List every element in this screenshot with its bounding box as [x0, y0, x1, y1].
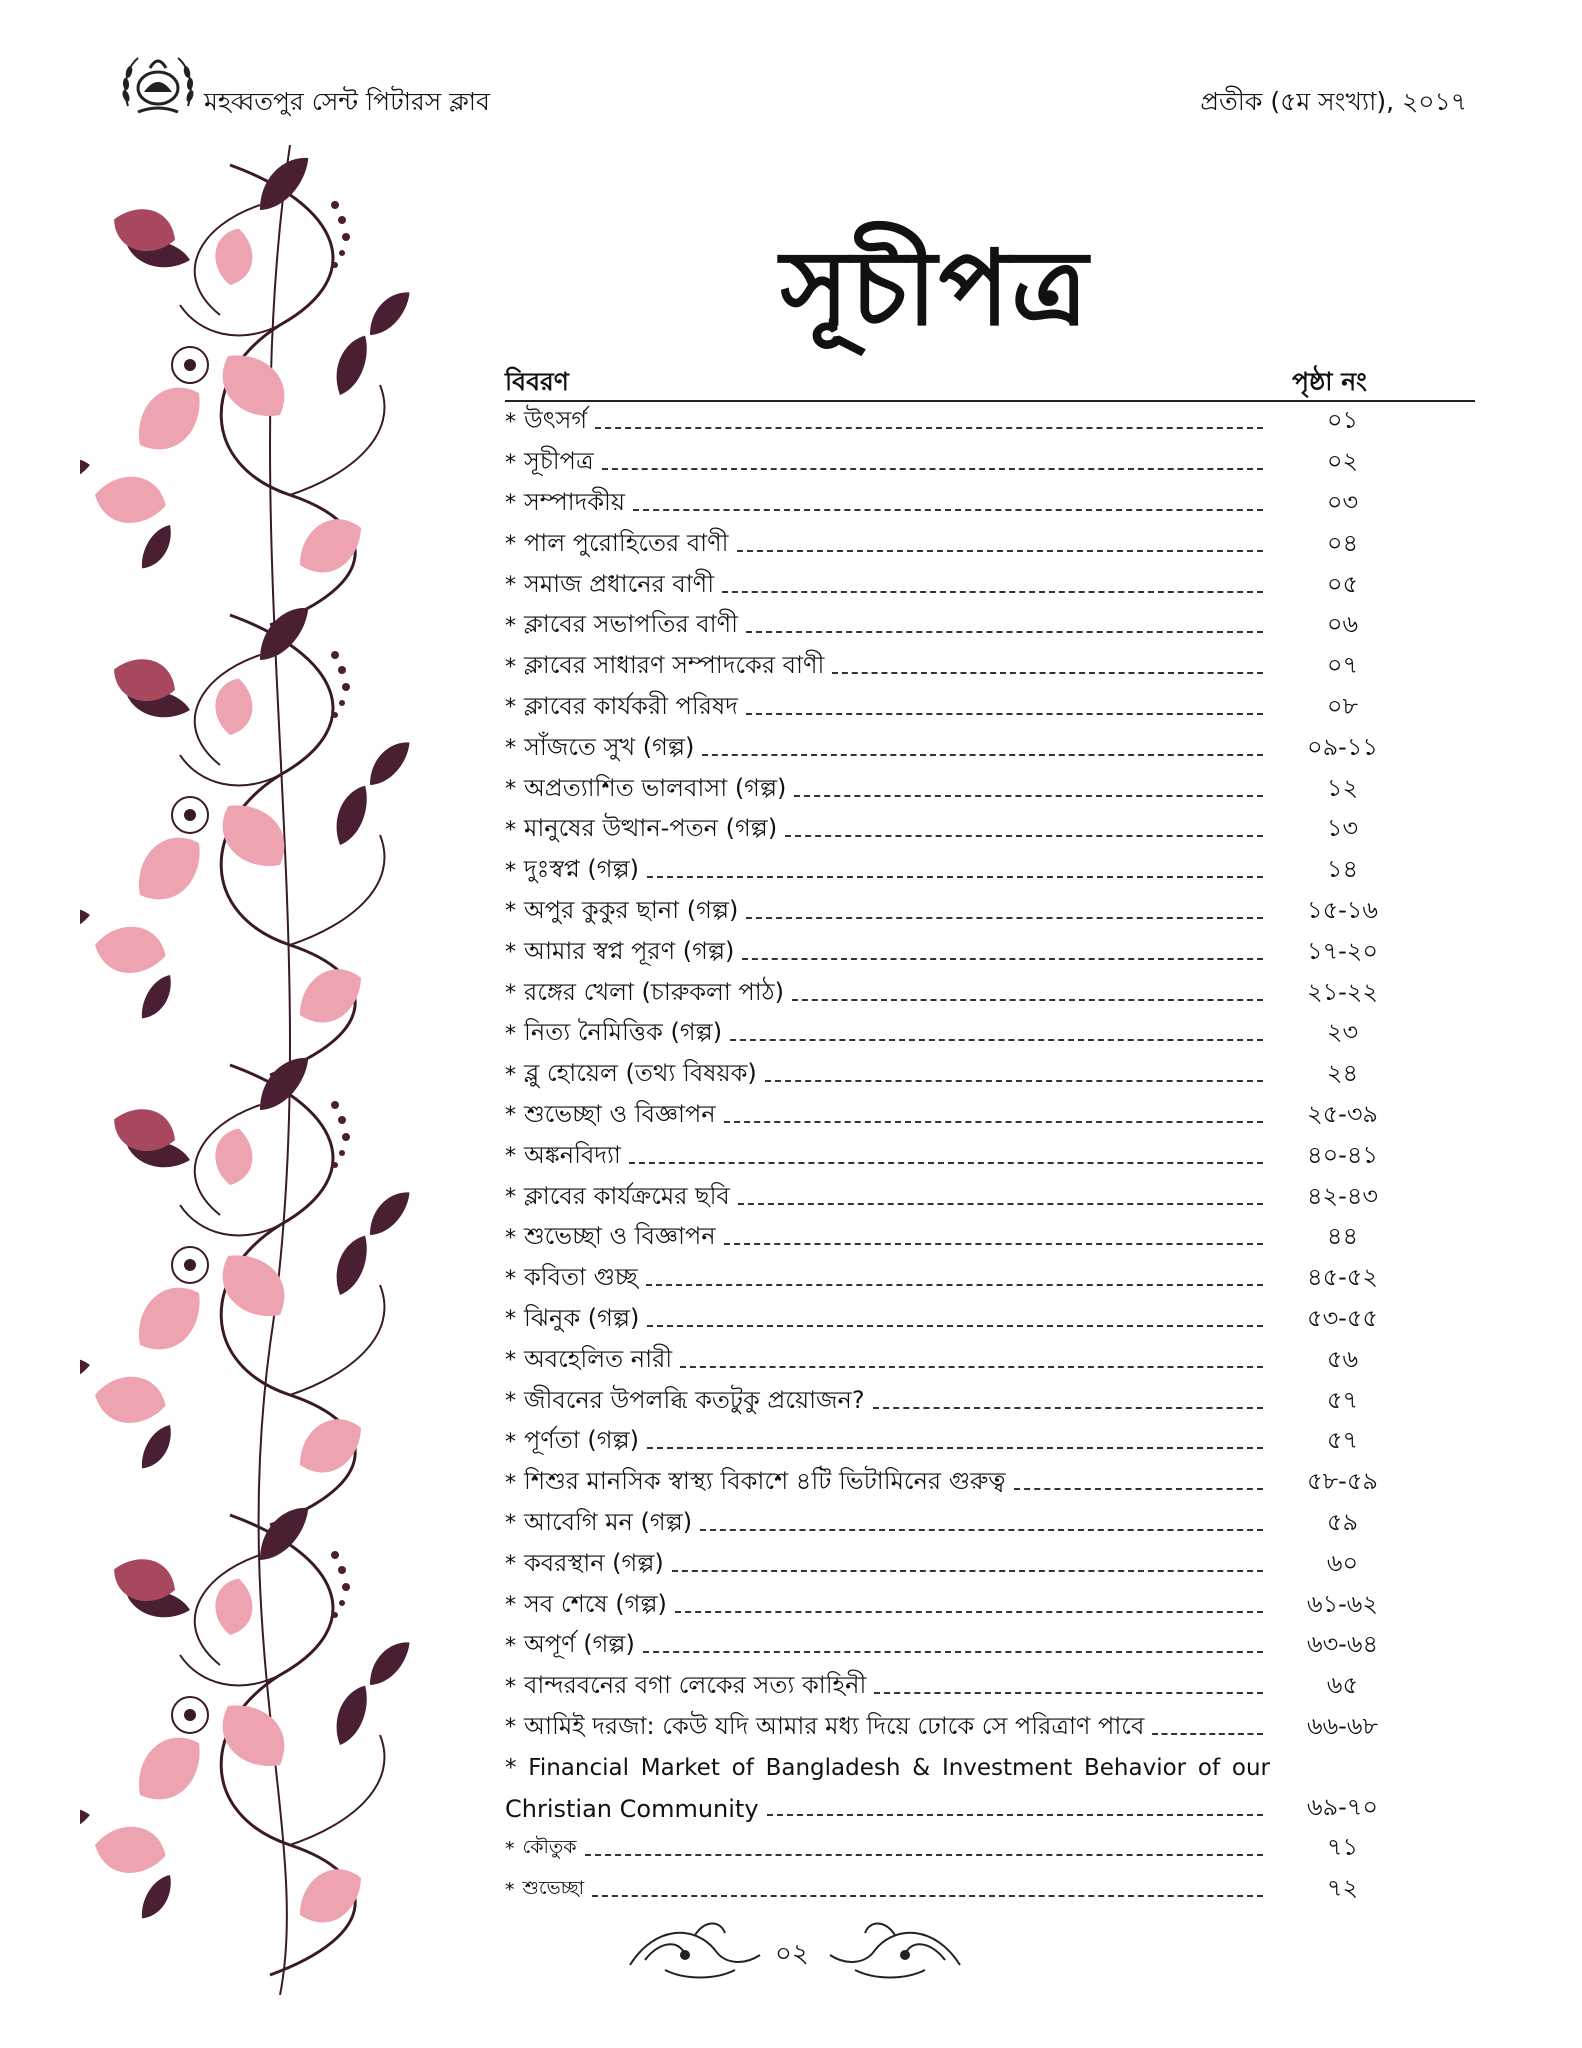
toc-entry-page: ১২ — [1326, 773, 1359, 802]
toc-entry-lead — [505, 1055, 1267, 1095]
toc-entry-lead — [505, 1178, 1267, 1218]
toc-entry-lead — [505, 606, 1267, 646]
financial-title-line — [505, 1755, 1270, 1781]
dotted-leader — [647, 1323, 1263, 1327]
toc-entry-lead — [505, 1014, 1267, 1054]
toc-entry-lead — [505, 688, 1267, 728]
toc-entry-page: ৪৪ — [1326, 1222, 1359, 1251]
toc-entry-label: ক্লাবের সাধারণ সম্পাদকের বাণী — [524, 651, 825, 680]
dotted-leader — [1152, 1731, 1263, 1735]
toc-entry-lead — [505, 1586, 1267, 1626]
toc-entry-label: কৌতুক — [522, 1836, 577, 1859]
financial-title-word: Market — [640, 1755, 720, 1782]
dotted-leader — [737, 548, 1263, 552]
dotted-leader — [767, 1812, 1263, 1816]
toc-entry-label: নিত্য নৈমিত্তিক (গল্প) — [524, 1018, 723, 1047]
dotted-leader — [702, 752, 1263, 756]
toc-entry-page: ৭১ — [1326, 1833, 1359, 1862]
toc-entry-lead — [505, 1708, 1267, 1748]
bullet-star: * — [505, 573, 516, 599]
bullet-star: * — [505, 777, 516, 803]
toc-entry — [505, 402, 1475, 443]
dotted-leader — [1014, 1486, 1264, 1490]
dotted-leader — [629, 1160, 1263, 1164]
toc-entry-lead — [505, 1833, 1267, 1865]
bullet-star: * — [505, 1185, 516, 1211]
page-title: সূচীপত্র — [780, 226, 1090, 349]
toc-entry — [505, 810, 1475, 851]
toc-entry-page: ৪০-৪১ — [1307, 1140, 1378, 1169]
toc-entry-lead — [505, 1382, 1267, 1422]
toc-entry — [505, 606, 1475, 647]
toc-entry — [505, 1870, 1475, 1911]
dotted-leader — [738, 1201, 1263, 1205]
dotted-leader — [765, 1078, 1263, 1082]
toc-entry — [505, 1708, 1475, 1749]
description-column-header: বিবরণ — [505, 367, 569, 396]
toc-entry — [505, 973, 1475, 1014]
toc-entry — [505, 1136, 1475, 1177]
dotted-leader — [746, 915, 1263, 919]
toc-entry-page: ২৪ — [1326, 1059, 1359, 1088]
toc-entry-lead — [505, 566, 1267, 606]
toc-entry — [505, 1504, 1475, 1545]
dotted-leader — [675, 1609, 1263, 1613]
dotted-leader — [643, 1649, 1263, 1653]
bullet-star: * — [505, 450, 516, 476]
toc-entry — [505, 1177, 1475, 1218]
issue-info: প্রতীক (৫ম সংখ্যা), ২০১৭ — [1200, 87, 1467, 116]
bullet-star: * — [505, 409, 516, 435]
left-flourish-icon — [625, 1915, 765, 1985]
toc-entry-label: রঙ্গের খেলা (চারুকলা পাঠ) — [524, 977, 784, 1006]
toc-entry — [505, 1014, 1475, 1055]
bullet-star: * — [505, 1307, 516, 1333]
toc-entry — [505, 1300, 1475, 1341]
toc-entry-page: ০৬ — [1326, 610, 1359, 639]
toc-entry-page: ৫৭ — [1326, 1385, 1359, 1414]
toc-entry-label: সম্পাদকীয় — [524, 487, 626, 516]
toc-entry-label: বান্দরবনের বগা লেকের সত্য কাহিনী — [524, 1671, 867, 1700]
dotted-leader — [700, 1527, 1263, 1531]
toc-entry-label: অবহেলিত নারী — [524, 1344, 673, 1373]
toc-entry-lead — [505, 1504, 1267, 1544]
toc-entry-page: ২৩ — [1326, 1018, 1359, 1047]
toc-entry-page: ১৫-১৬ — [1307, 895, 1378, 924]
dotted-leader — [873, 1405, 1263, 1409]
toc-entry-page: ০৮ — [1326, 691, 1359, 720]
toc-entry-lead — [505, 892, 1267, 932]
dotted-leader — [724, 1119, 1263, 1123]
toc-entry-lead — [505, 1422, 1267, 1462]
bullet-star: * — [505, 1062, 516, 1088]
toc-entry-lead — [505, 933, 1267, 973]
toc-entry-lead — [505, 770, 1267, 810]
toc-header — [505, 360, 1475, 402]
club-name: মহব্বতপুর সেন্ট পিটারস ক্লাব — [204, 87, 490, 116]
toc-entry — [505, 728, 1475, 769]
page-column-header: পৃষ্ঠা নং — [1292, 367, 1367, 396]
toc-entry — [505, 1259, 1475, 1300]
toc-entry-label: ক্লাবের সভাপতির বাণী — [524, 610, 738, 639]
toc-entry — [505, 1667, 1475, 1708]
dotted-leader — [746, 711, 1263, 715]
toc-entry — [505, 1829, 1475, 1870]
bullet-star: * — [505, 1389, 516, 1415]
toc-entry-label: পূর্ণতা (গল্প) — [524, 1426, 639, 1455]
club-logo-icon — [120, 48, 196, 118]
toc-entry-page: ০১ — [1326, 406, 1359, 435]
page-header — [120, 48, 1467, 128]
toc-entry-label: আমিই দরজা: কেউ যদি আমার মধ্য দিয়ে ঢোকে সে পরিত্রাণ পাবে — [524, 1711, 1145, 1740]
toc-entry-label: শুভেচ্ছা ও বিজ্ঞাপন — [524, 1099, 716, 1128]
toc-entry-lead — [505, 647, 1267, 687]
toc-entry-lead — [505, 1096, 1267, 1136]
toc-entry-page: ২৫-৩৯ — [1306, 1099, 1379, 1128]
toc-entry-label: ক্লাবের কার্যকরী পরিষদ — [524, 691, 738, 720]
bullet-star: * — [505, 1593, 516, 1618]
financial-title-word: & — [912, 1755, 931, 1782]
financial-title-word: Bangladesh — [765, 1755, 901, 1782]
toc-entry — [505, 851, 1475, 892]
toc-entry-financial-line2 — [505, 1788, 1475, 1829]
toc-entry-page: ৫৭ — [1326, 1426, 1359, 1455]
toc-entry — [505, 565, 1475, 606]
toc-entry-label: সাঁজতে সুখ (গল্প) — [524, 732, 695, 761]
bullet-star: * — [505, 1552, 516, 1578]
toc-entry-page: ৪৫-৫২ — [1307, 1263, 1378, 1292]
toc-entry-page: ৬৬-৬৮ — [1306, 1711, 1379, 1740]
bullet-star: * — [505, 1103, 516, 1129]
toc-entry-page: ৫৬ — [1326, 1344, 1359, 1373]
toc-entry-page: ১৪ — [1326, 855, 1359, 884]
toc-entry-label: অপ্রত্যাশিত ভালবাসা (গল্প) — [524, 773, 787, 802]
toc-entry-label: শিশুর মানসিক স্বাস্থ্য বিকাশে ৪টি ভিটামিনের গুরুত্ব — [524, 1467, 1006, 1496]
bullet-star: * — [505, 817, 516, 843]
toc-entry-label: মানুষের উত্থান-পতন (গল্প) — [524, 814, 778, 843]
dotted-leader — [792, 997, 1263, 1001]
toc-entry-label: ঝিনুক (গল্প) — [524, 1303, 640, 1332]
toc-entry-lead — [505, 484, 1267, 524]
toc-entry-lead — [505, 1545, 1267, 1585]
bullet-star: * — [505, 1348, 516, 1374]
toc-entry-label: জীবনের উপলব্ধি কতটুকু প্রয়োজন? — [524, 1385, 865, 1414]
dotted-leader — [785, 833, 1263, 837]
bullet-star: * — [505, 532, 516, 558]
bullet-star: * — [505, 1021, 516, 1047]
dotted-leader — [647, 874, 1263, 878]
toc-entry-lead — [505, 525, 1267, 565]
toc-entry-page: ৬১-৬২ — [1306, 1589, 1379, 1618]
bullet-star: * — [505, 491, 516, 517]
toc-entry-lead — [505, 1667, 1267, 1707]
toc-entry-label: Christian Community — [505, 1794, 759, 1823]
toc-entry-label: শুভেচ্ছা — [522, 1877, 585, 1900]
toc-entry-page: ০২ — [1326, 447, 1359, 476]
toc-entry-lead — [505, 1259, 1267, 1299]
toc-entry-page: ০৭ — [1326, 651, 1359, 680]
dotted-leader — [680, 1364, 1263, 1368]
toc-entry — [505, 647, 1475, 688]
toc-entry-financial-line1 — [505, 1748, 1475, 1788]
toc-entry-lead — [505, 1218, 1267, 1258]
dotted-leader — [672, 1568, 1263, 1572]
toc-entry — [505, 1544, 1475, 1585]
toc-entry-label: ক্লাবের কার্যক্রমের ছবি — [524, 1181, 730, 1210]
toc-entry-label: পাল পুরোহিতের বাণী — [524, 528, 729, 557]
bullet-star: * — [505, 1429, 516, 1455]
financial-title-word: of — [731, 1755, 754, 1782]
toc-entry-page: ০৫ — [1326, 569, 1359, 598]
toc-entry-page: ০৩ — [1326, 487, 1359, 516]
toc-entry-label: সব শেষে (গল্প) — [524, 1589, 667, 1618]
toc-entry — [505, 524, 1475, 565]
toc-entry — [505, 1340, 1475, 1381]
toc-entry — [505, 1585, 1475, 1626]
toc-entry-label: ব্লু হোয়েল (তথ্য বিষয়ক) — [524, 1059, 757, 1088]
toc-entry-label: অপূর্ণ (গল্প) — [524, 1630, 635, 1659]
bullet-star: * — [505, 613, 516, 639]
dotted-leader — [595, 425, 1263, 429]
bullet-star: * — [505, 654, 516, 680]
dotted-leader — [647, 1445, 1263, 1449]
toc-entry-lead — [505, 810, 1267, 850]
toc-entry-label: অঙ্কনবিদ্যা — [524, 1140, 621, 1169]
bullet-star: * — [505, 1144, 516, 1170]
toc-entry-lead — [505, 1463, 1267, 1503]
toc-entry-lead — [505, 443, 1267, 483]
toc-entry-page: ৬০ — [1326, 1548, 1359, 1577]
toc-entry — [505, 1096, 1475, 1137]
dotted-leader — [602, 466, 1263, 470]
toc-entry-lead — [505, 1874, 1267, 1906]
dotted-leader — [724, 1241, 1263, 1245]
toc-entry-lead — [505, 1341, 1267, 1381]
dotted-leader — [874, 1690, 1263, 1694]
toc-entry-label: সূচীপত্র — [524, 447, 594, 476]
toc-entry-lead — [505, 974, 1267, 1014]
toc-entry-label: উৎসর্গ — [524, 406, 588, 435]
bullet-star: * — [505, 695, 516, 721]
toc-entry — [505, 443, 1475, 484]
bullet-star: * — [505, 736, 516, 762]
financial-title-word: Financial — [528, 1755, 629, 1782]
toc-entry — [505, 688, 1475, 729]
toc-entry-page: ০৯-১১ — [1307, 732, 1378, 761]
toc-entry — [505, 892, 1475, 933]
toc-entry-label: শুভেচ্ছা ও বিজ্ঞাপন — [524, 1222, 716, 1251]
toc-entry-label: কবরস্থান (গল্প) — [524, 1548, 664, 1577]
toc-entry-lead — [505, 851, 1267, 891]
toc-entry — [505, 1055, 1475, 1096]
toc-entry-page: ৫৩-৫৫ — [1307, 1303, 1378, 1332]
toc-entry-label: অপুর কুকুর ছানা (গল্প) — [524, 895, 739, 924]
bullet-star: * — [505, 940, 516, 966]
toc-entry — [505, 484, 1475, 525]
bullet-star: * — [505, 981, 516, 1007]
toc-entry-page: ৬৩-৬৪ — [1306, 1630, 1379, 1659]
page-footer — [625, 1915, 975, 1985]
page-number: ০২ — [775, 1939, 809, 1969]
bullet-star: * — [505, 1511, 516, 1537]
financial-title-word: of — [1197, 1755, 1221, 1782]
toc-rows — [505, 402, 1475, 1911]
dotted-leader — [832, 670, 1263, 674]
dotted-leader — [592, 1893, 1263, 1897]
financial-title-word: Behavior — [1084, 1755, 1187, 1782]
dotted-leader — [746, 629, 1263, 633]
toc-entry — [505, 1422, 1475, 1463]
right-flourish-icon — [825, 1915, 965, 1985]
dotted-leader — [730, 1037, 1263, 1041]
toc-entry-lead — [505, 1137, 1267, 1177]
bullet-star: * — [505, 1879, 515, 1902]
bullet-star: * — [505, 1470, 516, 1496]
financial-title-word: * — [505, 1755, 517, 1782]
toc-entry-label: দুঃস্বপ্ন (গল্প) — [524, 855, 640, 884]
toc-entry-page: ৬৯-৭০ — [1306, 1792, 1379, 1821]
bullet-star: * — [505, 1266, 516, 1292]
dotted-leader — [585, 1852, 1264, 1856]
financial-title-word: our — [1231, 1755, 1270, 1782]
toc-entry — [505, 1381, 1475, 1422]
financial-title-word: Investment — [941, 1755, 1073, 1782]
toc-entry-page: ৫৯ — [1326, 1507, 1359, 1536]
toc-entry — [505, 1463, 1475, 1504]
bullet-star: * — [505, 1633, 516, 1659]
toc-entry — [505, 1626, 1475, 1667]
bullet-star: * — [505, 858, 516, 884]
toc-entry-page: ০৪ — [1326, 528, 1359, 557]
dotted-leader — [722, 589, 1263, 593]
toc-entry-lead — [505, 729, 1267, 769]
dotted-leader — [646, 1282, 1263, 1286]
toc-entry-page: ৭২ — [1326, 1874, 1359, 1903]
toc-entry — [505, 932, 1475, 973]
toc-entry-page: ৫৮-৫৯ — [1307, 1467, 1378, 1496]
bullet-star: * — [505, 1838, 515, 1861]
toc-entry-lead — [505, 1300, 1267, 1340]
toc-entry-lead — [505, 1795, 1267, 1823]
bullet-star: * — [505, 899, 516, 925]
toc-entry — [505, 769, 1475, 810]
toc-entry-page: ২১-২২ — [1306, 977, 1379, 1006]
toc-entry-page: ৪২-৪৩ — [1306, 1181, 1379, 1210]
toc-entry-lead — [505, 1626, 1267, 1666]
dotted-leader — [633, 507, 1263, 511]
bullet-star: * — [505, 1715, 516, 1741]
toc-entry-label: সমাজ প্রধানের বাণী — [524, 569, 715, 598]
toc-entry-page: ১৩ — [1326, 814, 1359, 843]
floral-vine-decoration — [80, 145, 480, 1995]
bullet-star: * — [505, 1225, 516, 1251]
toc-entry-label: আবেগি মন (গল্প) — [524, 1507, 693, 1536]
toc-entry-label: কবিতা গুচ্ছ — [524, 1263, 638, 1292]
toc-entry-lead — [505, 402, 1267, 442]
toc-entry-page: ১৭-২০ — [1306, 936, 1379, 965]
dotted-leader — [742, 956, 1263, 960]
toc-entry-label: আমার স্বপ্ন পূরণ (গল্প) — [524, 936, 735, 965]
table-of-contents — [505, 360, 1475, 1911]
dotted-leader — [794, 793, 1263, 797]
toc-entry — [505, 1218, 1475, 1259]
bullet-star: * — [505, 1674, 516, 1700]
toc-entry-page: ৬৫ — [1326, 1671, 1359, 1700]
